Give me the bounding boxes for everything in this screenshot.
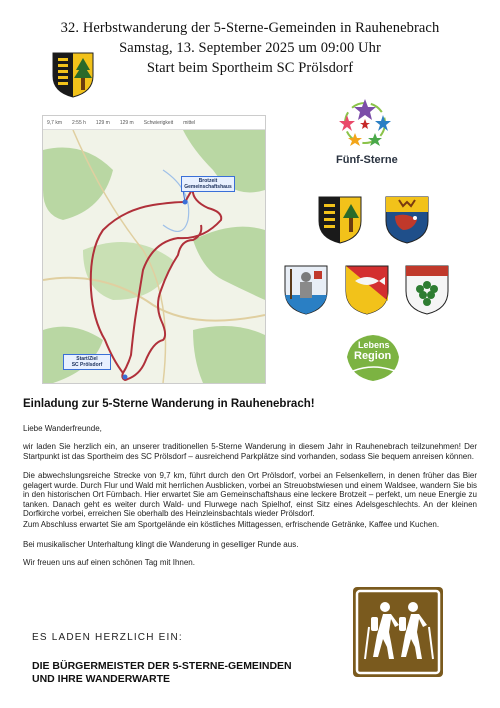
map-stat-distance: 9,7 km	[47, 119, 63, 126]
route-map[interactable]	[42, 115, 266, 384]
invitation-paragraph-3: Zum Abschluss erwartet Sie am Sportgelände ein köstliches Mittagessen, erfrischende Getränke, Kaffee und Kuchen.	[23, 520, 440, 529]
rauhenebrach-crest-icon	[52, 52, 94, 98]
map-stat-difficulty: mittel	[183, 119, 196, 126]
map-label-brotzeit-line2: Gemeinschaftshaus	[184, 184, 232, 190]
lebensregion-text-1: Lebens	[358, 340, 390, 350]
title-line-3: Start beim Sportheim SC Prölsdorf	[146, 60, 354, 76]
rauhenebrach-crest-2-icon	[318, 196, 362, 244]
map-label-start-line2: SC Prölsdorf	[71, 362, 103, 368]
title-line-2: Samstag, 13. September 2025 um 09:00 Uhr	[119, 40, 381, 56]
fuenf-sterne-logo-text: Fünf-Sterne	[336, 154, 398, 166]
invitation-title: Einladung zur 5-Sterne Wanderung in Rauhenebrach!	[23, 398, 315, 410]
closing-mayors-line-2: UND IHRE WANDERWARTE	[32, 673, 171, 685]
map-terrain	[43, 130, 265, 383]
fish-crest-icon	[345, 265, 389, 315]
map-stat-ascent: 129 m	[95, 119, 110, 126]
map-stat-difficulty-label: Schwierigkeit	[143, 119, 174, 126]
fuenf-sterne-logo-icon	[335, 95, 395, 151]
closing-mayors-line-1: DIE BÜRGERMEISTER DER 5-STERNE-GEMEINDEN	[32, 660, 292, 672]
map-stat-descent: 129 m	[119, 119, 134, 126]
map-stat-duration: 2:55 h	[72, 119, 86, 126]
closing-invite-line: ES LADEN HERZLICH EIN:	[32, 632, 183, 643]
map-label-brotzeit-line1: Brotzeit	[198, 178, 218, 184]
invitation-paragraph-2: Die abwechslungsreiche Strecke von 9,7 km, führt durch den Ort Prölsdorf, vorbei an Felsenkellern, in denen früher das Bier gelagert wurde. Durch Flur und Wald mit herrlichen Ausblicken, vorbei an Streuobstwiesen und einem Waldsee, wandern Sie bis in den historischen Ort Fürnbach. Hier erwartet Sie am Gemeinschaftshaus eine leckere Brotzeit – perfekt, um neue Energie zu tanken. Danach geht es weiter durch Wald- und Flurwege nach Spielhof, einst Sitz eines Adelsgeschlechts. An der kleinen Dorfkirche vorbei, erreichen Sie oberhalb des Heinzleinsbachtals wieder Prölsdorf.	[23, 471, 477, 519]
invitation-paragraph-1: wir laden Sie herzlich ein, an unserer traditionellen 5-Sterne Wanderung in diesem Jahr in Rauhenebrach teilzunehmen! Der Startpunkt ist das Sportheim des SC Prölsdorf – ausreichend Parkplätze sind vorhanden, sodass Sie bequem anreisen können.	[23, 442, 477, 461]
map-stats-bar	[43, 116, 265, 130]
map-label-start	[63, 354, 111, 370]
stag-crest-icon	[385, 196, 429, 244]
invitation-paragraph-4: Bei musikalischer Unterhaltung klingt die Wanderung in geselliger Runde aus.	[23, 540, 299, 549]
title-line-1: 32. Herbstwanderung der 5-Sterne-Gemeinden in Rauhenebrach	[60, 20, 440, 36]
invitation-paragraph-5: Wir freuen uns auf einen schönen Tag mit Ihnen.	[23, 558, 195, 567]
grapes-crest-icon	[405, 265, 449, 315]
invitation-greeting: Liebe Wanderfreunde,	[23, 424, 102, 433]
hiking-sign-icon	[353, 587, 443, 677]
map-label-brotzeit	[181, 176, 235, 192]
knight-crest-icon	[284, 265, 328, 315]
lebensregion-text-2: Region	[354, 350, 392, 362]
map-label-start-line1: Start/Ziel	[76, 356, 98, 362]
